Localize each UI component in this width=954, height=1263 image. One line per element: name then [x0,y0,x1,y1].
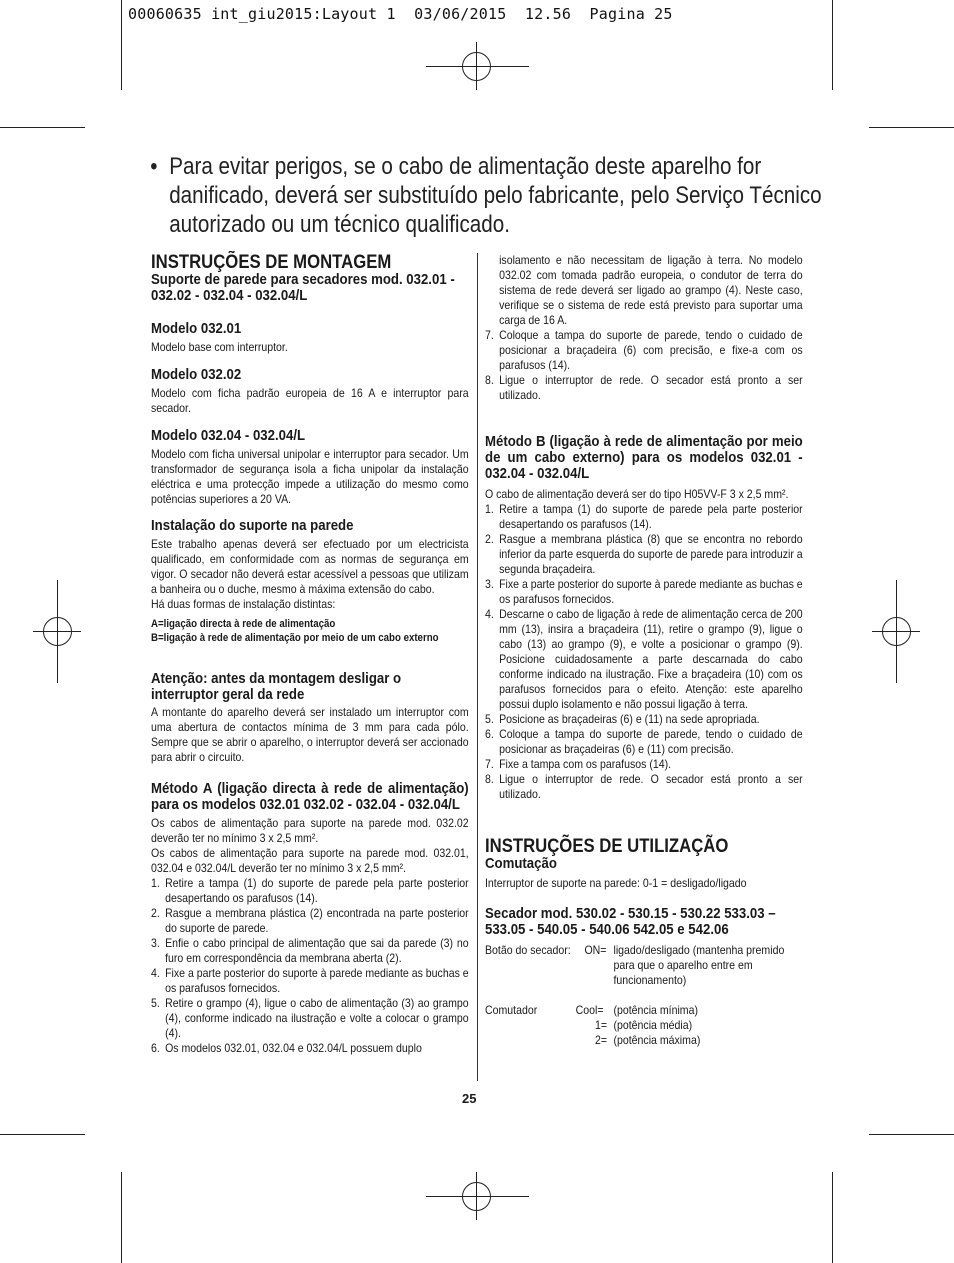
step-number: 1. [151,876,160,890]
method-b-paragraph: O cabo de alimentação deverá ser do tipo H05VV-F 3 x 2,5 mm². [485,487,789,501]
list-item [151,876,469,906]
spacer [485,1033,595,1048]
registration-circle [462,1182,491,1211]
installation-title: Instalação do suporte na parede [151,517,354,534]
step-number: 4. [151,966,160,980]
list-item [485,607,803,712]
list-item [151,1041,469,1056]
method-a-paragraph: Os cabos de alimentação para suporte na parede mod. 032.01, 032.04 e 032.04/L deverão ter no mínimo 3 x 2,5 mm². [151,846,469,875]
method-a-title: Método A (ligação directa à rede de alimentação) para os modelos 032.01 032.02 - 032.04 - 032.04/L [151,780,469,813]
step-text: Retire a tampa (1) do suporte de parede pela parte posterior desapertando os parafusos (14). [499,502,803,531]
column-divider [477,253,478,1081]
method-b-definition-text: B=ligação à rede de alimentação por meio de um cabo externo [151,632,439,644]
intro-text: Para evitar perigos, se o cabo de alimentação deste aparelho for danificado, deverá ser substituído pelo fabricante, pelo Serviço Técnico autorizado ou um técnico qualificado. [169,153,822,238]
list-item [485,712,803,727]
comutacao-text: Interruptor de suporte na parede: 0-1 = desligado/ligado [485,876,747,890]
spacer [485,1018,595,1033]
step-number: 7. [485,328,494,342]
step-number: 2. [151,906,160,920]
crop-mark [869,127,954,128]
step-text: Coloque a tampa do suporte de parede, tendo o cuidado de posicionar as braçadeiras (6) e (11) com precisão. [499,727,803,756]
list-item [485,532,803,577]
step-text: Fixe a parte posterior do suporte à parede mediante as buchas e os parafusos fornecidos. [499,577,803,606]
step-number: 6. [485,727,494,741]
comutador-row [485,1003,803,1018]
step-number: 2. [485,532,494,546]
method-a-definition: A=ligação directa à rede de alimentação [151,618,336,630]
step-text: Retire a tampa (1) do suporte de parede pela parte posterior desapertando os parafusos (14). [165,876,469,905]
secador-title: Secador mod. 530.02 - 530.15 - 530.22 533.03 – 533.05 - 540.05 - 540.06 542.05 e 542.06 [485,905,776,938]
step-number: 6. [151,1041,160,1055]
registration-circle [882,617,911,646]
step-number: 5. [485,712,494,726]
comutador-label: Comutador [485,1003,538,1017]
comutacao-title: Comutação [485,855,557,872]
step-number: 3. [151,936,160,950]
crop-mark [869,1134,954,1135]
list-item [151,906,469,936]
step-text: Descarne o cabo de ligação à rede de alimentação cerca de 200 mm (13), insira a braçadeira (11), retire o grampo (9), ligue o cabo (13) ao grampo (9), e volte a posicionar o grampo (9). Posicione cuidadosamente a parte descarnada do cabo conforme indicado na ilustração. Fixe a braçadeira (10) com os parafusos fornecidos para o efeito. Atenção: este aparelho possui duplo isolamento e não possui ligação à terra. [499,607,803,711]
list-item [485,373,803,403]
cool-desc: (potência mínima) [613,1003,699,1017]
model-text: Modelo com ficha universal unipolar e interruptor para secador. Um transformador de segurança isola a ficha unipolar da instalação eléctrica e uma protecção impede a utilização do mesmo como potências superiores a 20 VA. [151,447,469,506]
model-text: Modelo com ficha padrão europeia de 16 A e interruptor para secador. [151,386,469,415]
botao-on: ON= [584,943,607,957]
model-title: Modelo 032.04 - 032.04/L [151,427,306,444]
registration-circle [43,617,72,646]
model-title: Modelo 032.01 [151,320,242,337]
speed-2-desc: (potência máxima) [613,1033,701,1047]
file-header: 00060635 int_giu2015:Layout 1 03/06/2015 12.56 Pagina 25 [128,5,673,23]
step-number: 8. [485,772,494,786]
cool-key: Cool= [575,1003,604,1017]
intro-warning [152,152,823,239]
step-number: 1. [485,502,494,516]
list-item [485,328,803,373]
continued-text: isolamento e não necessitam de ligação à terra. No modelo 032.02 com tomada padrão europeia, o condutor de terra do sistema de rede deverá ser ligado ao grampo (4). Neste caso, verifique se o sistema de rede está previsto para suportar uma carga de 16 A. [499,253,803,327]
speed-1-key: 1= [595,1018,608,1032]
step-text: Rasgue a membrana plástica (8) que se encontra no rebordo inferior da parte esquerda do suporte de parede para introduzir a segunda braçadeira. [499,532,803,576]
speed-2-key: 2= [595,1033,608,1047]
section-heading-montagem: INSTRUÇÕES DE MONTAGEM [151,252,392,273]
step-number: 5. [151,996,160,1010]
continued-steps [485,328,803,403]
registration-circle [462,52,491,81]
step-text: Retire o grampo (4), ligue o cabo de alimentação (3) ao grampo (4), conforme indicado na ilustração e volte a colocar o grampo (4). [165,996,469,1040]
model-text: Modelo base com interruptor. [151,340,288,354]
botao-desc: ligado/desligado (mantenha premido para que o aparelho entre em funcionamento) [613,943,785,987]
installation-text: Este trabalho apenas deverá ser efectuado por um electricista qualificado, em conformidade com as normas de segurança em vigor. O secador não deverá estar acessível a pessoas que utilizam a banheira ou o duche, mesmo à máxima extensão do cabo. [151,537,469,596]
list-item [151,936,469,966]
speed-1-row [485,1018,803,1033]
step-text: Posicione as braçadeiras (6) e (11) na sede apropriada. [499,712,760,726]
method-b-definition [151,631,469,645]
model-title: Modelo 032.02 [151,366,242,383]
crop-mark [121,0,122,90]
list-item [485,577,803,607]
suporte-title: Suporte de parede para secadores mod. 032.01 - 032.02 - 032.04 - 032.04/L [151,271,455,304]
installation-text-2: Há duas formas de instalação distintas: [151,597,336,611]
list-item [485,502,803,532]
botao-label: Botão do secador: [485,943,571,957]
list-item [151,996,469,1041]
list-item [151,966,469,996]
speed-2-row [485,1033,803,1048]
step-text: Os modelos 032.01, 032.04 e 032.04/L possuem duplo [165,1041,422,1055]
step-number: 8. [485,373,494,387]
list-item [485,772,803,802]
step-text: Coloque a tampa do suporte de parede, tendo o cuidado de posicionar a braçadeira (6) com precisão, e fixe-a com os parafusos (14). [499,328,803,372]
step-text: Ligue o interruptor de rede. O secador está pronto a ser utilizado. [499,772,803,801]
crop-mark [121,1172,122,1263]
step-number: 7. [485,757,494,771]
botao-row [485,943,803,988]
step-text: Enfie o cabo principal de alimentação que sai da parede (3) no furo em correspondência da membrana aberta (2). [165,936,469,965]
step-text: Fixe a parte posterior do suporte à parede mediante as buchas e os parafusos fornecidos. [165,966,469,995]
step-text: Rasgue a membrana plástica (2) encontrada na parte posterior do suporte de parede. [165,906,469,935]
crop-mark [832,1172,833,1263]
step-number: 3. [485,577,494,591]
method-b-title: Método B (ligação à rede de alimentação por meio de um cabo externo) para os modelos 032.01 - 032.04 - 032.04/L [485,433,803,482]
method-a-paragraph: Os cabos de alimentação para suporte na parede mod. 032.02 deverão ter no mínimo 3 x 2,5 mm². [151,816,469,845]
step-text: Ligue o interruptor de rede. O secador está pronto a ser utilizado. [499,373,803,402]
crop-mark [0,1134,85,1135]
list-item [485,757,803,772]
attention-text: A montante do aparelho deverá ser instalado um interruptor com uma abertura de contactos mínima de 3 mm para cada pólo. Sempre que se abrir o aparelho, o interruptor deverá ser accionado para abrir o circuito. [151,705,469,764]
list-item [485,727,803,757]
step-text: Fixe a tampa com os parafusos (14). [499,757,672,771]
bullet: • [150,153,158,180]
speed-1-desc: (potência média) [613,1018,693,1032]
left-column [151,253,469,1056]
page-number: 25 [462,1091,477,1106]
right-column [485,253,803,1048]
crop-mark [832,0,833,90]
section-heading-utilizacao: INSTRUÇÕES DE UTILIZAÇÃO [485,836,729,857]
crop-mark [0,127,85,128]
attention-title: Atenção: antes da montagem desligar o interruptor geral da rede [151,670,402,703]
method-b-steps [485,502,803,802]
method-a-steps [151,876,469,1056]
step-number: 4. [485,607,494,621]
